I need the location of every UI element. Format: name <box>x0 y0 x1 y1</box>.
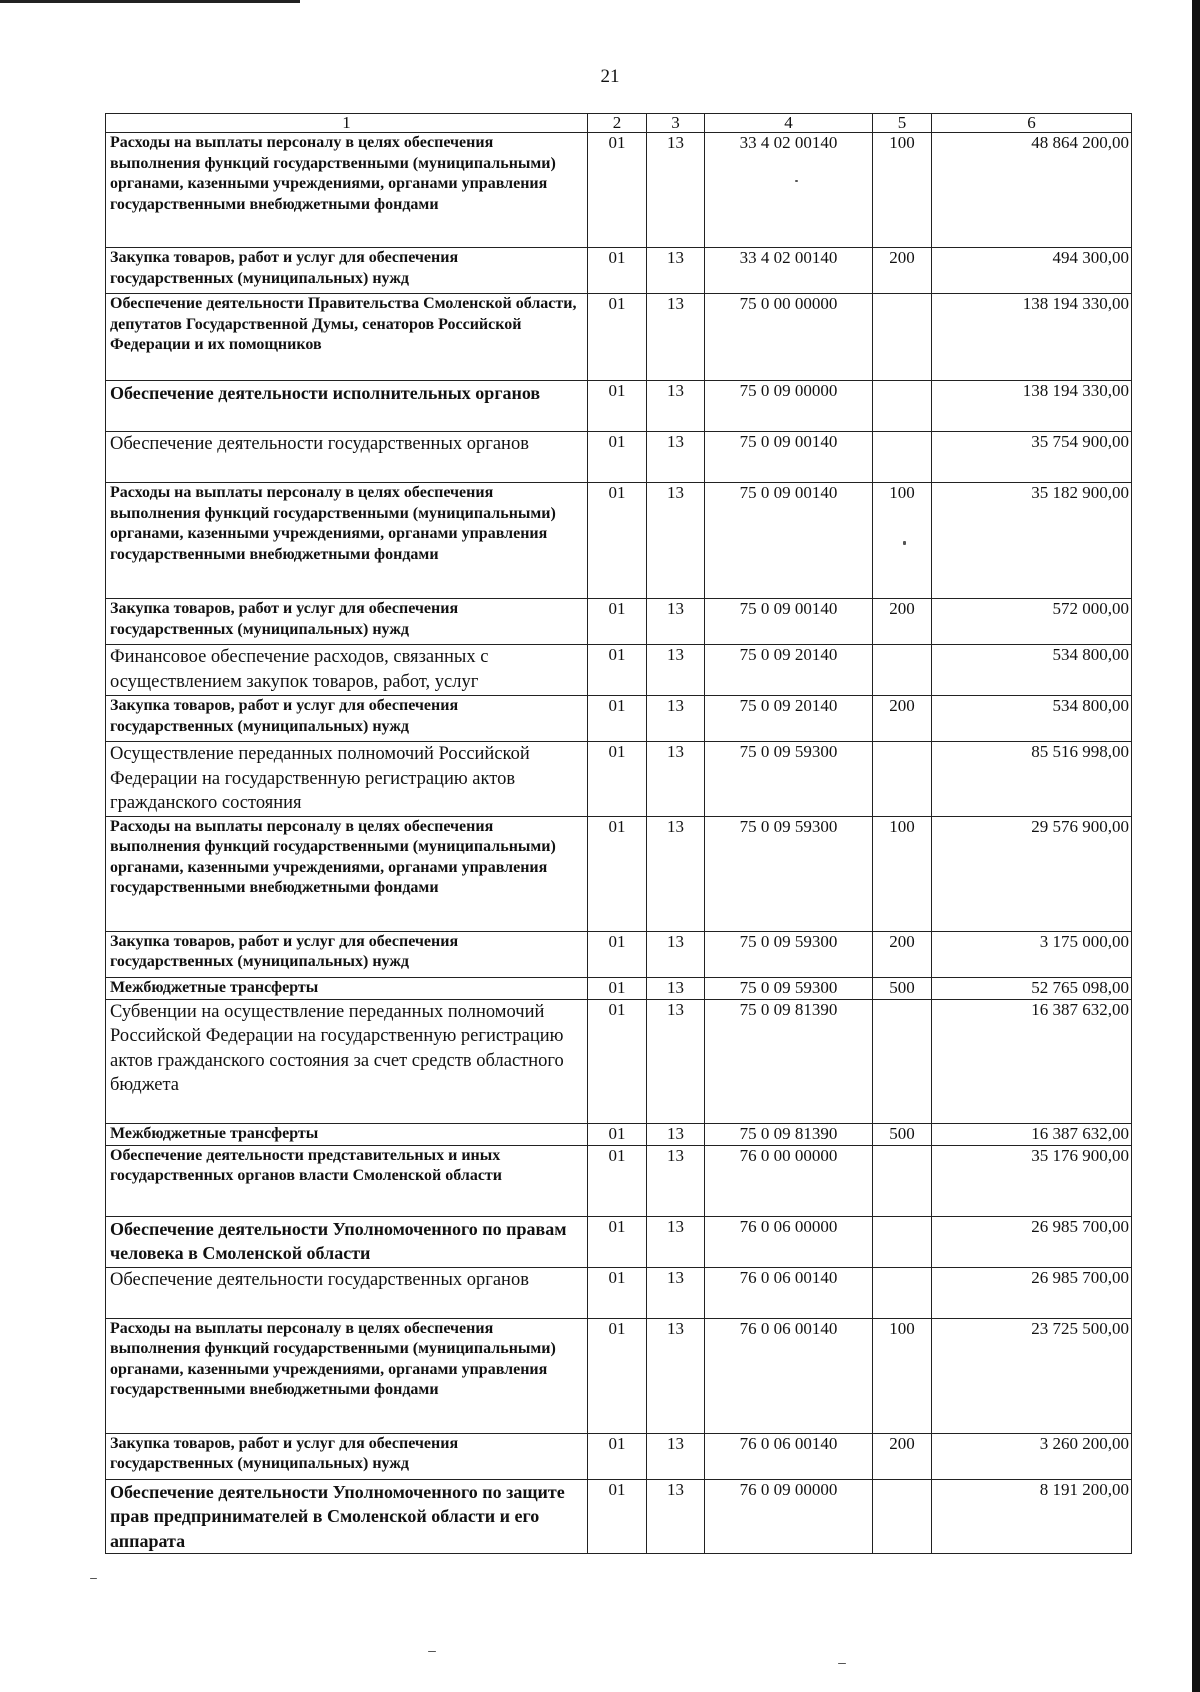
row-name-cell: Межбюджетные трансферты <box>106 977 588 999</box>
table-row <box>106 1479 1132 1554</box>
row-expense-type-cell <box>873 645 932 696</box>
row-expense-type-cell: 200 <box>873 1433 932 1479</box>
row-target-article-cell: 75 0 09 20140 <box>705 696 873 742</box>
row-target-article-cell: 76 0 00 00000 <box>705 1145 873 1216</box>
row-section-cell: 01 <box>588 816 647 931</box>
table-row <box>106 742 1132 817</box>
row-expense-type-cell: 500 <box>873 977 932 999</box>
row-subsection-cell: 13 <box>647 381 705 432</box>
row-subsection-cell: 13 <box>647 999 705 1123</box>
table-row <box>106 816 1132 931</box>
row-section-cell: 01 <box>588 432 647 483</box>
row-section-cell: 01 <box>588 483 647 599</box>
row-name-cell: Расходы на выплаты персоналу в целях обеспечения выполнения функций государственными (муниципальными) органами, казенными учреждениями, органами управления государственными внебюджетными фондами <box>106 483 588 599</box>
row-amount-cell: 16 387 632,00 <box>932 999 1132 1123</box>
row-name-cell: Обеспечение деятельности Уполномоченного по правам человека в Смоленской области <box>106 1216 588 1267</box>
row-name-cell: Обеспечение деятельности Уполномоченного по защите прав предпринимателей в Смоленской области и его аппарата <box>106 1479 588 1554</box>
row-section-cell: 01 <box>588 599 647 645</box>
table-row <box>106 381 1132 432</box>
row-subsection-cell: 13 <box>647 1216 705 1267</box>
header-col-3: 3 <box>647 114 705 133</box>
scan-speck <box>795 180 798 182</box>
row-expense-type-cell: 200 <box>873 696 932 742</box>
row-amount-cell: 138 194 330,00 <box>932 294 1132 381</box>
table-row <box>106 294 1132 381</box>
row-name-cell: Субвенции на осуществление переданных полномочий Российской Федерации на государственную регистрацию актов гражданского состояния за счет средств областного бюджета <box>106 999 588 1123</box>
row-target-article-cell: 75 0 09 59300 <box>705 931 873 977</box>
table-row <box>106 931 1132 977</box>
table-row <box>106 432 1132 483</box>
row-subsection-cell: 13 <box>647 696 705 742</box>
row-name-cell: Закупка товаров, работ и услуг для обеспечения государственных (муниципальных) нужд <box>106 599 588 645</box>
row-expense-type-cell <box>873 432 932 483</box>
row-expense-type-cell <box>873 1216 932 1267</box>
row-target-article-cell: 33 4 02 00140 <box>705 248 873 294</box>
row-expense-type-cell: 500 <box>873 1123 932 1145</box>
row-section-cell: 01 <box>588 977 647 999</box>
row-target-article-cell: 76 0 06 00140 <box>705 1433 873 1479</box>
row-target-article-cell: 75 0 09 59300 <box>705 816 873 931</box>
row-name-cell: Межбюджетные трансферты <box>106 1123 588 1145</box>
table-row <box>106 999 1132 1123</box>
page-number: 21 <box>600 66 620 87</box>
row-amount-cell: 35 182 900,00 <box>932 483 1132 599</box>
row-amount-cell: 534 800,00 <box>932 696 1132 742</box>
scan-speck <box>90 1578 97 1579</box>
row-name-cell: Обеспечение деятельности представительных и иных государственных органов власти Смоленской области <box>106 1145 588 1216</box>
row-section-cell: 01 <box>588 381 647 432</box>
scan-speck <box>838 1663 846 1664</box>
row-expense-type-cell: 100 <box>873 816 932 931</box>
row-expense-type-cell <box>873 1267 932 1318</box>
row-amount-cell: 534 800,00 <box>932 645 1132 696</box>
row-section-cell: 01 <box>588 696 647 742</box>
row-expense-type-cell: 200 <box>873 599 932 645</box>
row-subsection-cell: 13 <box>647 1145 705 1216</box>
scan-speck <box>903 541 906 545</box>
row-subsection-cell: 13 <box>647 931 705 977</box>
row-amount-cell: 35 754 900,00 <box>932 432 1132 483</box>
row-target-article-cell: 76 0 06 00140 <box>705 1267 873 1318</box>
budget-table <box>105 113 1132 1554</box>
row-section-cell: 01 <box>588 742 647 817</box>
row-target-article-cell: 75 0 09 00000 <box>705 381 873 432</box>
row-name-cell: Расходы на выплаты персоналу в целях обеспечения выполнения функций государственными (муниципальными) органами, казенными учреждениями, органами управления государственными внебюджетными фондами <box>106 1318 588 1433</box>
table-row <box>106 645 1132 696</box>
row-target-article-cell: 33 4 02 00140 <box>705 133 873 248</box>
row-subsection-cell: 13 <box>647 1479 705 1554</box>
row-expense-type-cell <box>873 999 932 1123</box>
table-row <box>106 1267 1132 1318</box>
row-subsection-cell: 13 <box>647 483 705 599</box>
table-row <box>106 1318 1132 1433</box>
row-amount-cell: 35 176 900,00 <box>932 1145 1132 1216</box>
row-expense-type-cell <box>873 1145 932 1216</box>
row-subsection-cell: 13 <box>647 432 705 483</box>
header-col-4: 4 <box>705 114 873 133</box>
row-expense-type-cell <box>873 294 932 381</box>
row-amount-cell: 3 260 200,00 <box>932 1433 1132 1479</box>
row-amount-cell: 23 725 500,00 <box>932 1318 1132 1433</box>
row-name-cell: Расходы на выплаты персоналу в целях обеспечения выполнения функций государственными (муниципальными) органами, казенными учреждениями, органами управления государственными внебюджетными фондами <box>106 133 588 248</box>
table-row <box>106 1123 1132 1145</box>
row-subsection-cell: 13 <box>647 1318 705 1433</box>
row-section-cell: 01 <box>588 1123 647 1145</box>
row-expense-type-cell <box>873 742 932 817</box>
row-section-cell: 01 <box>588 1216 647 1267</box>
row-section-cell: 01 <box>588 931 647 977</box>
row-target-article-cell: 75 0 09 59300 <box>705 742 873 817</box>
row-amount-cell: 52 765 098,00 <box>932 977 1132 999</box>
row-amount-cell: 138 194 330,00 <box>932 381 1132 432</box>
row-amount-cell: 16 387 632,00 <box>932 1123 1132 1145</box>
row-amount-cell: 26 985 700,00 <box>932 1267 1132 1318</box>
row-subsection-cell: 13 <box>647 599 705 645</box>
row-target-article-cell: 76 0 09 00000 <box>705 1479 873 1554</box>
row-name-cell: Закупка товаров, работ и услуг для обеспечения государственных (муниципальных) нужд <box>106 1433 588 1479</box>
row-section-cell: 01 <box>588 645 647 696</box>
row-name-cell: Финансовое обеспечение расходов, связанных с осуществлением закупок товаров, работ, услуг <box>106 645 588 696</box>
row-amount-cell: 26 985 700,00 <box>932 1216 1132 1267</box>
table-row <box>106 1433 1132 1479</box>
row-name-cell: Закупка товаров, работ и услуг для обеспечения государственных (муниципальных) нужд <box>106 248 588 294</box>
row-expense-type-cell: 100 <box>873 483 932 599</box>
table-row <box>106 483 1132 599</box>
row-section-cell: 01 <box>588 294 647 381</box>
row-section-cell: 01 <box>588 1145 647 1216</box>
scan-top-rule <box>0 0 300 3</box>
row-amount-cell: 494 300,00 <box>932 248 1132 294</box>
row-expense-type-cell: 200 <box>873 248 932 294</box>
row-section-cell: 01 <box>588 1479 647 1554</box>
row-name-cell: Обеспечение деятельности государственных органов <box>106 432 588 483</box>
row-subsection-cell: 13 <box>647 816 705 931</box>
row-subsection-cell: 13 <box>647 977 705 999</box>
row-target-article-cell: 76 0 06 00000 <box>705 1216 873 1267</box>
row-target-article-cell: 76 0 06 00140 <box>705 1318 873 1433</box>
table-row <box>106 133 1132 248</box>
row-subsection-cell: 13 <box>647 645 705 696</box>
row-target-article-cell: 75 0 09 81390 <box>705 999 873 1123</box>
row-section-cell: 01 <box>588 1318 647 1433</box>
row-section-cell: 01 <box>588 248 647 294</box>
header-col-1: 1 <box>106 114 588 133</box>
row-target-article-cell: 75 0 00 00000 <box>705 294 873 381</box>
table-row <box>106 599 1132 645</box>
row-amount-cell: 572 000,00 <box>932 599 1132 645</box>
row-expense-type-cell: 100 <box>873 1318 932 1433</box>
row-name-cell: Закупка товаров, работ и услуг для обеспечения государственных (муниципальных) нужд <box>106 931 588 977</box>
scan-right-edge <box>1192 0 1200 1692</box>
table-header-row <box>106 114 1132 133</box>
row-target-article-cell: 75 0 09 59300 <box>705 977 873 999</box>
row-expense-type-cell <box>873 381 932 432</box>
header-col-6: 6 <box>932 114 1132 133</box>
row-section-cell: 01 <box>588 1267 647 1318</box>
row-subsection-cell: 13 <box>647 1267 705 1318</box>
row-target-article-cell: 75 0 09 20140 <box>705 645 873 696</box>
table-row <box>106 248 1132 294</box>
row-expense-type-cell: 200 <box>873 931 932 977</box>
row-subsection-cell: 13 <box>647 742 705 817</box>
row-name-cell: Обеспечение деятельности государственных органов <box>106 1267 588 1318</box>
table-row <box>106 696 1132 742</box>
row-section-cell: 01 <box>588 999 647 1123</box>
row-expense-type-cell <box>873 1479 932 1554</box>
row-subsection-cell: 13 <box>647 1433 705 1479</box>
row-target-article-cell: 75 0 09 00140 <box>705 483 873 599</box>
row-amount-cell: 3 175 000,00 <box>932 931 1132 977</box>
row-section-cell: 01 <box>588 1433 647 1479</box>
row-target-article-cell: 75 0 09 00140 <box>705 432 873 483</box>
row-amount-cell: 48 864 200,00 <box>932 133 1132 248</box>
header-col-2: 2 <box>588 114 647 133</box>
row-amount-cell: 8 191 200,00 <box>932 1479 1132 1554</box>
row-amount-cell: 85 516 998,00 <box>932 742 1132 817</box>
row-target-article-cell: 75 0 09 81390 <box>705 1123 873 1145</box>
row-name-cell: Обеспечение деятельности Правительства Смоленской области, депутатов Государственной Думы, сенаторов Российской Федерации и их помощников <box>106 294 588 381</box>
row-name-cell: Закупка товаров, работ и услуг для обеспечения государственных (муниципальных) нужд <box>106 696 588 742</box>
row-target-article-cell: 75 0 09 00140 <box>705 599 873 645</box>
row-amount-cell: 29 576 900,00 <box>932 816 1132 931</box>
row-subsection-cell: 13 <box>647 133 705 248</box>
row-subsection-cell: 13 <box>647 1123 705 1145</box>
row-section-cell: 01 <box>588 133 647 248</box>
scan-speck <box>428 1651 436 1652</box>
row-subsection-cell: 13 <box>647 294 705 381</box>
table-row <box>106 1145 1132 1216</box>
table-row <box>106 1216 1132 1267</box>
row-subsection-cell: 13 <box>647 248 705 294</box>
row-name-cell: Осуществление переданных полномочий Российской Федерации на государственную регистрацию актов гражданского состояния <box>106 742 588 817</box>
row-name-cell: Обеспечение деятельности исполнительных органов <box>106 381 588 432</box>
row-name-cell: Расходы на выплаты персоналу в целях обеспечения выполнения функций государственными (муниципальными) органами, казенными учреждениями, органами управления государственными внебюджетными фондами <box>106 816 588 931</box>
row-expense-type-cell: 100 <box>873 133 932 248</box>
header-col-5: 5 <box>873 114 932 133</box>
table-row <box>106 977 1132 999</box>
